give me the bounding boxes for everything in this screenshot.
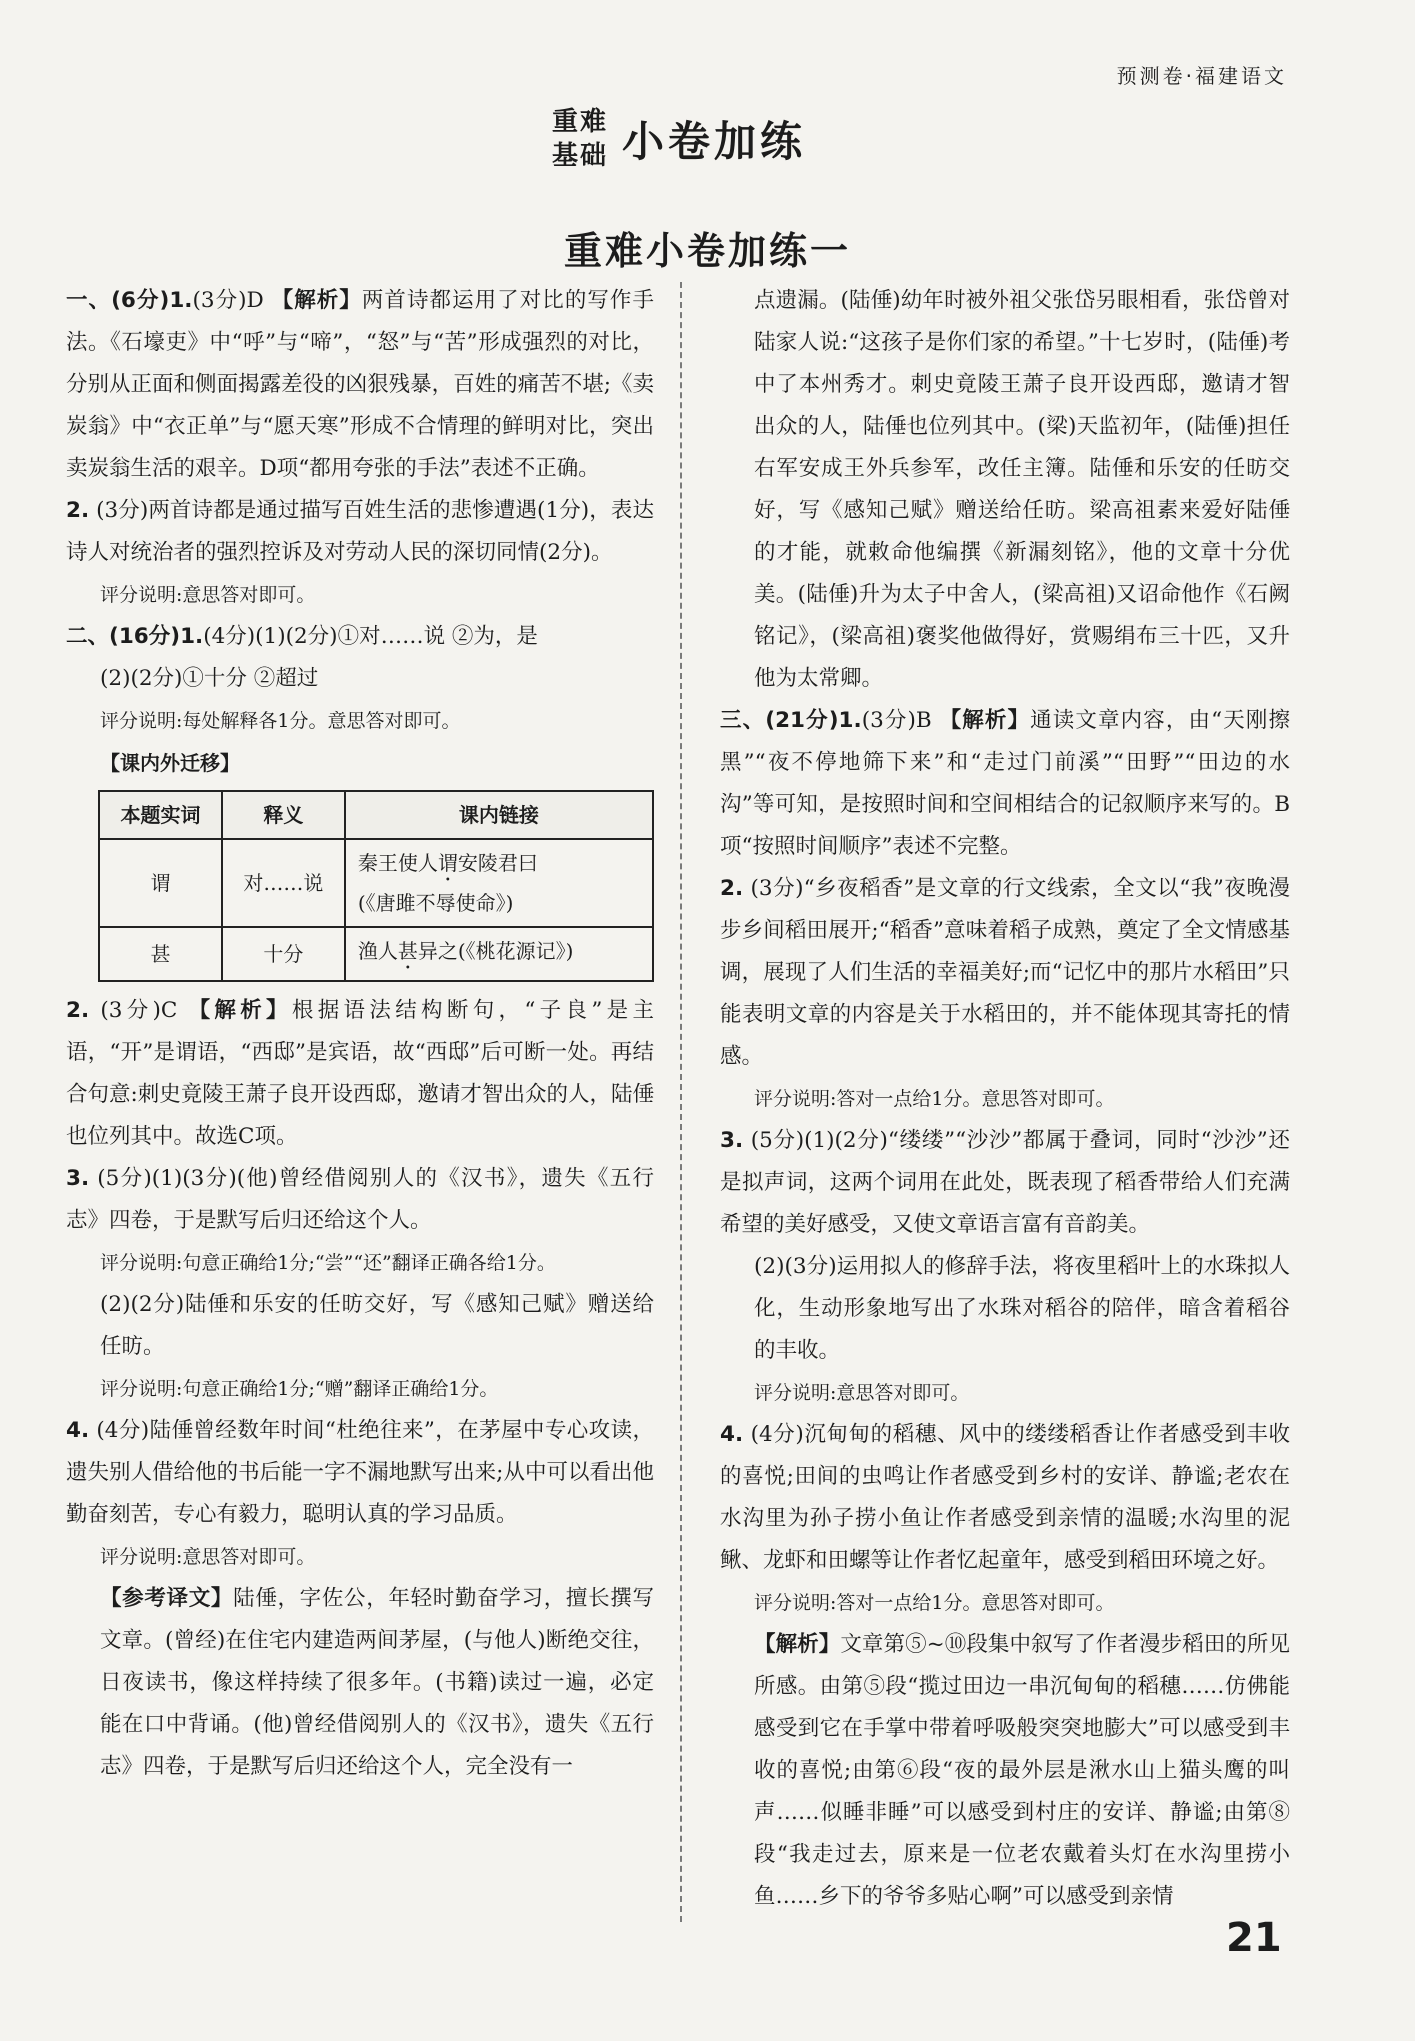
table-cell-meaning: 十分: [222, 927, 345, 981]
link-emphasis: 甚: [397, 939, 418, 963]
q-text: (5分)(1)(3分)(他)曾经借阅别人的《汉书》，遗失《五行志》四卷，于是默写后归还给这个人。: [66, 1166, 654, 1233]
q2-text: (3分)两首诗都是通过描写百姓生活的悲惨遭遇(1分)，表达诗人对统治者的强烈控诉及对劳动人民的深切同情(2分)。: [66, 498, 654, 565]
table-cell-link: [345, 839, 653, 927]
section2-q1-line1: (4分)(1)(2分)①对……说 ②为，是: [203, 624, 538, 649]
scoring-note: 评分说明:句意正确给1分;“赠”翻译正确给1分。: [100, 1378, 499, 1400]
link-text: 渔人: [357, 939, 398, 963]
scoring-note: 评分说明:答对一点给1分。意思答对即可。: [754, 1592, 1115, 1614]
left-column: [66, 280, 654, 1788]
q3-part2: (2)(2分)陆倕和乐安的任昉交好，写《感知己赋》赠送给任昉。: [100, 1292, 654, 1359]
q-text: (3分)“乡夜稻香”是文章的行文线索，全文以“我”夜晚漫步乡间稻田展开;“稻香”意味着稻子成熟，奠定了全文情感基调，展现了人们生活的幸福美好;而“记忆中的那片水稻田”只能表明文章的内容是关于水稻田的，并不能体现其寄托的情感。: [720, 876, 1290, 1069]
section2-mark: 二、(16分)1.: [66, 624, 204, 649]
link-emphasis: 谓: [437, 851, 458, 875]
q-mark: 4.: [720, 1422, 744, 1447]
q-text: 根据语法结构断句，“子良”是主语，“开”是谓语，“西邸”是宾语，故“西邸”后可断一处。再结合句意:刺史竟陵王萧子良开设西邸，邀请才智出众的人，陆倕也位列其中。故选C项。: [66, 998, 654, 1149]
analysis-tag: 【解析】: [754, 1632, 841, 1657]
q-text: (5分)(1)(2分)“缕缕”“沙沙”都属于叠词，同时“沙沙”还是拟声词，这两个词用在此处，既表现了稻香带给人们充满希望的美好感受，又使文章语言富有音韵美。: [720, 1128, 1290, 1237]
q-mark: 2.: [66, 998, 90, 1023]
link-source: (《唐雎不辱使命》): [357, 891, 514, 915]
q-score: (3分)C: [100, 998, 178, 1023]
table-cell-meaning: 对……说: [222, 839, 345, 927]
brand-small-text: [552, 105, 608, 173]
scoring-note: 评分说明:意思答对即可。: [100, 584, 316, 606]
vocab-table: [98, 790, 654, 982]
page-title: 重难小卷加练一: [563, 229, 851, 273]
page-number: 21: [1226, 1915, 1282, 1961]
reference-translation: [66, 1578, 654, 1788]
section3-q3: [720, 1120, 1290, 1246]
section3-q4: [720, 1414, 1290, 1582]
brand-line1: 重难: [552, 107, 609, 137]
section1-q1-text: 两首诗都运用了对比的写作手法。《石壕吏》中“呼”与“啼”，“怒”与“苦”形成强烈的对比，分别从正面和侧面揭露差役的凶狠残暴，百姓的痛苦不堪;《卖炭翁》中“衣正单”与“愿天寒”形成不合情理的鲜明对比，突出卖炭翁生活的艰辛。D项“都用夸张的手法”表述不正确。: [66, 288, 654, 481]
table-header-row: [99, 791, 653, 839]
table-header: 课内链接: [345, 791, 653, 839]
table-header: 本题实词: [99, 791, 222, 839]
analysis-tag: 【解析】: [188, 998, 292, 1023]
scoring-note: 评分说明:意思答对即可。: [754, 1382, 970, 1404]
q-mark: 2.: [720, 876, 744, 901]
scoring-note: 评分说明:意思答对即可。: [100, 1546, 316, 1568]
table-cell-word: 谓: [99, 839, 222, 927]
section1-q2: [66, 490, 654, 574]
right-column: [720, 280, 1290, 1918]
transfer-heading: 【课内外迁移】: [100, 751, 240, 775]
section2-q1: [66, 616, 654, 658]
section2-q4: [66, 1410, 654, 1536]
scoring-note: 评分说明:句意正确给1分;“尝”“还”翻译正确各给1分。: [100, 1252, 556, 1274]
q3-part2: (2)(3分)运用拟人的修辞手法，将夜里稻叶上的水珠拟人化，生动形象地写出了水珠对稻谷的陪伴，暗含着稻谷的丰收。: [754, 1254, 1290, 1363]
section2-q3: [66, 1158, 654, 1242]
q-mark: 3.: [720, 1128, 744, 1153]
link-text: 异之(《桃花源记》): [417, 939, 574, 963]
section2-q2: [66, 990, 654, 1158]
analysis-tag: 【解析】: [271, 288, 362, 313]
q2-mark: 2.: [66, 498, 90, 523]
table-row: [99, 839, 653, 927]
section2-q1-line2: (2)(2分)①十分 ②超过: [100, 666, 319, 691]
brand-line2: 基础: [552, 141, 609, 171]
brand-logo: [552, 104, 806, 174]
table-cell-link: [345, 927, 653, 981]
analysis-paragraph: [720, 1624, 1290, 1918]
reference-tag: 【参考译文】: [100, 1586, 234, 1611]
section1-mark: 一、(6分)1.: [66, 288, 193, 313]
link-text: 安陵君曰: [457, 851, 538, 875]
brand-title: 小卷加练: [622, 117, 807, 166]
scoring-note: 评分说明:答对一点给1分。意思答对即可。: [754, 1088, 1115, 1110]
section1-q1-score: (3分)D: [192, 288, 264, 313]
analysis-text: 文章第⑤~⑩段集中叙写了作者漫步稻田的所见所感。由第⑤段“揽过田边一串沉甸甸的稻穗……仿佛能感受到它在手掌中带着呼吸般突突地膨大”可以感受到丰收的喜悦;由第⑥段“夜的最外层是湫水山上猫头鹰的叫声……似睡非睡”可以感受到村庄的安详、静谧;由第⑧段“我走过去，原来是一位老农戴着头灯在水沟里捞小鱼……乡下的爷爷多贴心啊”可以感受到亲情: [754, 1632, 1290, 1909]
q-text: (4分)沉甸甸的稻穗、风中的缕缕稻香让作者感受到丰收的喜悦;田间的虫鸣让作者感受到乡村的安详、静谧;老农在水沟里为孙子捞小鱼让作者感受到亲情的温暖;水沟里的泥鳅、龙虾和田螺等让作者忆起童年，感受到稻田环境之好。: [720, 1422, 1290, 1573]
link-text: 秦王使人: [357, 851, 438, 875]
q-mark: 4.: [66, 1418, 90, 1443]
section3-q2: [720, 868, 1290, 1078]
scoring-note: 评分说明:每处解释各1分。意思答对即可。: [100, 710, 461, 732]
series-label: 预测卷·福建语文: [1116, 64, 1287, 88]
q-score: (3分)B: [861, 708, 932, 733]
table-header: 释义: [222, 791, 345, 839]
section1-q1: [66, 280, 654, 490]
section3-mark: 三、(21分)1.: [720, 708, 862, 733]
column-divider: [680, 282, 682, 1922]
q-mark: 3.: [66, 1166, 90, 1191]
section3-q1: [720, 700, 1290, 868]
q-text: (4分)陆倕曾经数年时间“杜绝往来”，在茅屋中专心攻读，遗失别人借给他的书后能一字不漏地默写出来;从中可以看出他勤奋刻苦，专心有毅力，聪明认真的学习品质。: [66, 1418, 654, 1527]
reference-continued: 点遗漏。(陆倕)幼年时被外祖父张岱另眼相看，张岱曾对陆家人说:“这孩子是你们家的希望。”十七岁时，(陆倕)考中了本州秀才。刺史竟陵王萧子良开设西邸，邀请才智出众的人，陆倕也位列其中。(梁)天监初年，(陆倕)担任右军安成王外兵参军，改任主簿。陆倕和乐安的任昉交好，写《感知己赋》赠送给任昉。梁高祖素来爱好陆倕的才能，就敕命他编撰《新漏刻铭》，他的文章十分优美。(陆倕)升为太子中舍人，(梁高祖)又诏命他作《石阙铭记》，(梁高祖)褒奖他做得好，赏赐绢布三十匹，又升他为太常卿。: [754, 288, 1290, 691]
reference-text: 陆倕，字佐公，年轻时勤奋学习，擅长撰写文章。(曾经)在住宅内建造两间茅屋，(与他人)断绝交往，日夜读书，像这样持续了很多年。(书籍)读过一遍，必定能在口中背诵。(他)曾经借阅别人的《汉书》，遗失《五行志》四卷，于是默写后归还给这个人，完全没有一: [100, 1586, 654, 1779]
analysis-tag: 【解析】: [939, 708, 1031, 733]
table-cell-word: 甚: [99, 927, 222, 981]
q-text: 通读文章内容，由“天刚擦黑”“夜不停地筛下来”和“走过门前溪”“田野”“田边的水沟”等可知，是按照时间和空间相结合的记叙顺序来写的。B项“按照时间顺序”表述不完整。: [720, 708, 1290, 859]
table-row: [99, 927, 653, 981]
